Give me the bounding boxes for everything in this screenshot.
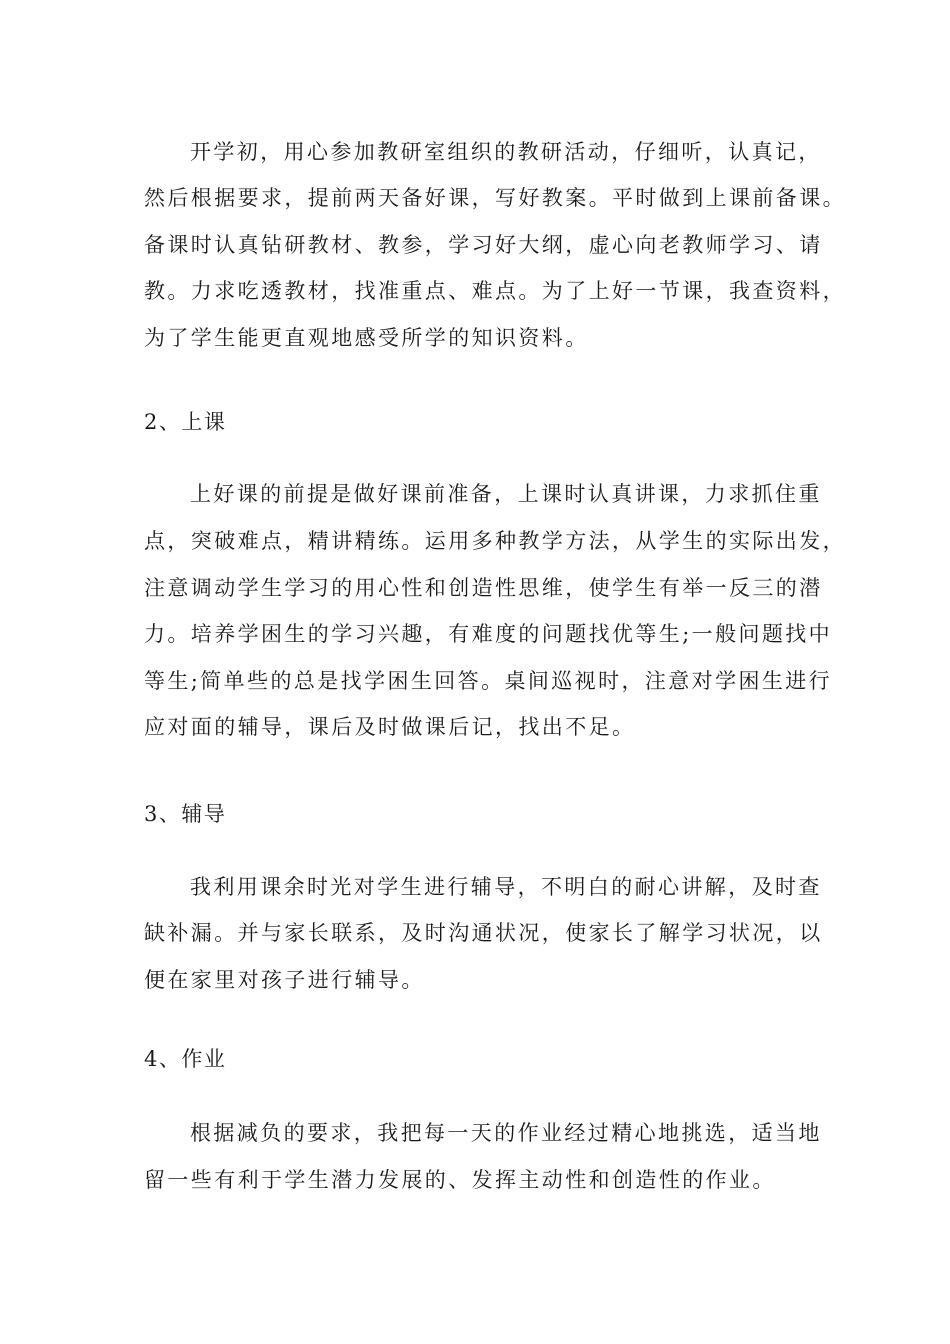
paragraph-line: 教。力求吃透教材，找准重点、难点。为了上好一节课，我查资料， [144,279,846,303]
section-heading: 3、辅导 [144,802,227,826]
paragraph-line: 开学初，用心参加教研室组织的教研活动，仔细听，认真记， [190,140,822,164]
paragraph-line: 点，突破难点，精讲精练。运用多种教学方法，从学生的实际出发， [144,529,846,553]
paragraph-line: 注意调动学生学习的用心性和创造性思维，使学生有举一反三的潜 [144,576,823,600]
paragraph-line: 应对面的辅导，课后及时做课后记，找出不足。 [144,715,636,739]
paragraph-line: 等生;简单些的总是找学困生回答。桌间巡视时，注意对学困生进行 [144,669,833,693]
paragraph-line: 为了学生能更直观地感受所学的知识资料。 [144,326,589,350]
paragraph-line: 上好课的前提是做好课前准备，上课时认真讲课，力求抓住重 [190,482,822,506]
paragraph-line: 力。培养学困生的学习兴趣，有难度的问题找优等生;一般问题找中 [144,622,833,646]
paragraph-line: 根据减负的要求，我把每一天的作业经过精心地挑选，适当地 [190,1121,822,1145]
paragraph-line: 我利用课余时光对学生进行辅导，不明白的耐心讲解，及时查 [190,875,822,899]
paragraph-line: 便在家里对孩子进行辅导。 [144,968,425,992]
section-heading: 4、作业 [144,1047,227,1071]
paragraph-line: 缺补漏。并与家长联系，及时沟通状况，使家长了解学习状况，以 [144,921,823,945]
paragraph-line: 备课时认真钻研教材、教参，学习好大纲，虚心向老教师学习、请 [144,233,823,257]
paragraph-line: 留一些有利于学生潜力发展的、发挥主动性和创造性的作业。 [144,1168,776,1192]
section-heading: 2、上课 [144,410,227,434]
paragraph-line: 然后根据要求，提前两天备好课，写好教案。平时做到上课前备课。 [144,186,846,210]
